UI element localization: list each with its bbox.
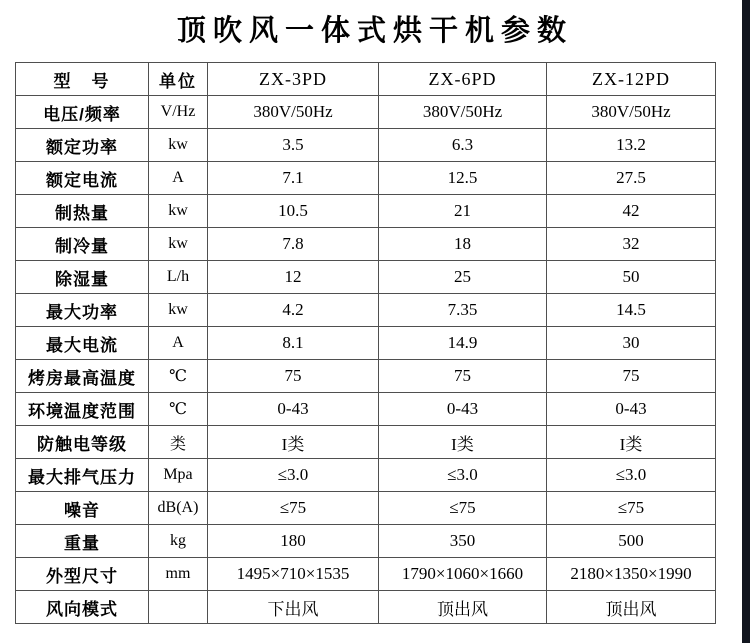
param-cell: 烤房最高温度 xyxy=(16,360,149,393)
value-cell: 顶出风 xyxy=(547,591,716,624)
param-cell: 额定电流 xyxy=(16,162,149,195)
value-cell: ≤75 xyxy=(547,492,716,525)
value-cell: 2180×1350×1990 xyxy=(547,558,716,591)
value-cell: 32 xyxy=(547,228,716,261)
value-cell: 380V/50Hz xyxy=(208,96,379,129)
value-cell: 14.9 xyxy=(379,327,547,360)
unit-cell: ℃ xyxy=(149,360,208,393)
param-cell: 最大电流 xyxy=(16,327,149,360)
table-row xyxy=(16,360,716,393)
value-cell: 1790×1060×1660 xyxy=(379,558,547,591)
value-cell: 380V/50Hz xyxy=(547,96,716,129)
header-model-zx6pd: ZX-6PD xyxy=(379,63,547,96)
table-body xyxy=(16,96,716,624)
unit-cell: L/h xyxy=(149,261,208,294)
value-cell: 3.5 xyxy=(208,129,379,162)
table-row xyxy=(16,96,716,129)
value-cell: 50 xyxy=(547,261,716,294)
unit-cell: A xyxy=(149,162,208,195)
value-cell: 380V/50Hz xyxy=(379,96,547,129)
value-cell: 350 xyxy=(379,525,547,558)
param-cell: 最大排气压力 xyxy=(16,459,149,492)
value-cell: 42 xyxy=(547,195,716,228)
param-cell: 噪音 xyxy=(16,492,149,525)
unit-cell: kw xyxy=(149,228,208,261)
value-cell: 27.5 xyxy=(547,162,716,195)
unit-cell: Mpa xyxy=(149,459,208,492)
param-cell: 制冷量 xyxy=(16,228,149,261)
header-param-label: 型 号 xyxy=(16,63,149,96)
unit-cell: kw xyxy=(149,195,208,228)
unit-cell: kw xyxy=(149,294,208,327)
value-cell: I类 xyxy=(547,426,716,459)
table-row xyxy=(16,195,716,228)
value-cell: ≤75 xyxy=(208,492,379,525)
value-cell: 0-43 xyxy=(379,393,547,426)
table-row xyxy=(16,525,716,558)
table-row xyxy=(16,129,716,162)
table-row xyxy=(16,228,716,261)
unit-cell: 类 xyxy=(149,426,208,459)
unit-cell: V/Hz xyxy=(149,96,208,129)
value-cell: ≤3.0 xyxy=(547,459,716,492)
table-row xyxy=(16,294,716,327)
header-model-zx3pd: ZX-3PD xyxy=(208,63,379,96)
value-cell: 75 xyxy=(379,360,547,393)
param-cell: 制热量 xyxy=(16,195,149,228)
value-cell: 12.5 xyxy=(379,162,547,195)
table-row xyxy=(16,492,716,525)
value-cell: I类 xyxy=(379,426,547,459)
unit-cell: dB(A) xyxy=(149,492,208,525)
value-cell: 10.5 xyxy=(208,195,379,228)
value-cell: I类 xyxy=(208,426,379,459)
param-cell: 重量 xyxy=(16,525,149,558)
value-cell: 下出风 xyxy=(208,591,379,624)
table-row xyxy=(16,426,716,459)
value-cell: 25 xyxy=(379,261,547,294)
param-cell: 环境温度范围 xyxy=(16,393,149,426)
param-cell: 外型尺寸 xyxy=(16,558,149,591)
param-cell: 额定功率 xyxy=(16,129,149,162)
page-title: 顶吹风一体式烘干机参数 xyxy=(176,15,573,47)
value-cell: 18 xyxy=(379,228,547,261)
table-header-row xyxy=(16,63,716,96)
value-cell: ≤3.0 xyxy=(379,459,547,492)
value-cell: 75 xyxy=(208,360,379,393)
table-row xyxy=(16,459,716,492)
value-cell: 13.2 xyxy=(547,129,716,162)
table-row xyxy=(16,393,716,426)
param-cell: 防触电等级 xyxy=(16,426,149,459)
table-row xyxy=(16,558,716,591)
unit-cell: mm xyxy=(149,558,208,591)
spec-table xyxy=(15,62,716,624)
value-cell: ≤75 xyxy=(379,492,547,525)
value-cell: 21 xyxy=(379,195,547,228)
param-cell: 风向模式 xyxy=(16,591,149,624)
param-cell: 电压/频率 xyxy=(16,96,149,129)
unit-cell: ℃ xyxy=(149,393,208,426)
value-cell: 顶出风 xyxy=(379,591,547,624)
value-cell: 0-43 xyxy=(208,393,379,426)
value-cell: 7.1 xyxy=(208,162,379,195)
value-cell: 0-43 xyxy=(547,393,716,426)
param-cell: 最大功率 xyxy=(16,294,149,327)
value-cell: ≤3.0 xyxy=(208,459,379,492)
table-row xyxy=(16,162,716,195)
value-cell: 500 xyxy=(547,525,716,558)
unit-cell: A xyxy=(149,327,208,360)
value-cell: 14.5 xyxy=(547,294,716,327)
unit-cell: kw xyxy=(149,129,208,162)
value-cell: 180 xyxy=(208,525,379,558)
value-cell: 30 xyxy=(547,327,716,360)
table-row xyxy=(16,591,716,624)
param-cell: 除湿量 xyxy=(16,261,149,294)
value-cell: 7.35 xyxy=(379,294,547,327)
header-unit-label: 单位 xyxy=(149,63,208,96)
value-cell: 4.2 xyxy=(208,294,379,327)
value-cell: 7.8 xyxy=(208,228,379,261)
value-cell: 12 xyxy=(208,261,379,294)
value-cell: 8.1 xyxy=(208,327,379,360)
value-cell: 1495×710×1535 xyxy=(208,558,379,591)
value-cell: 6.3 xyxy=(379,129,547,162)
value-cell: 75 xyxy=(547,360,716,393)
header-model-zx12pd: ZX-12PD xyxy=(547,63,716,96)
table-row xyxy=(16,261,716,294)
table-row xyxy=(16,327,716,360)
page-edge-strip xyxy=(742,0,750,643)
unit-cell: kg xyxy=(149,525,208,558)
unit-cell xyxy=(149,591,208,624)
